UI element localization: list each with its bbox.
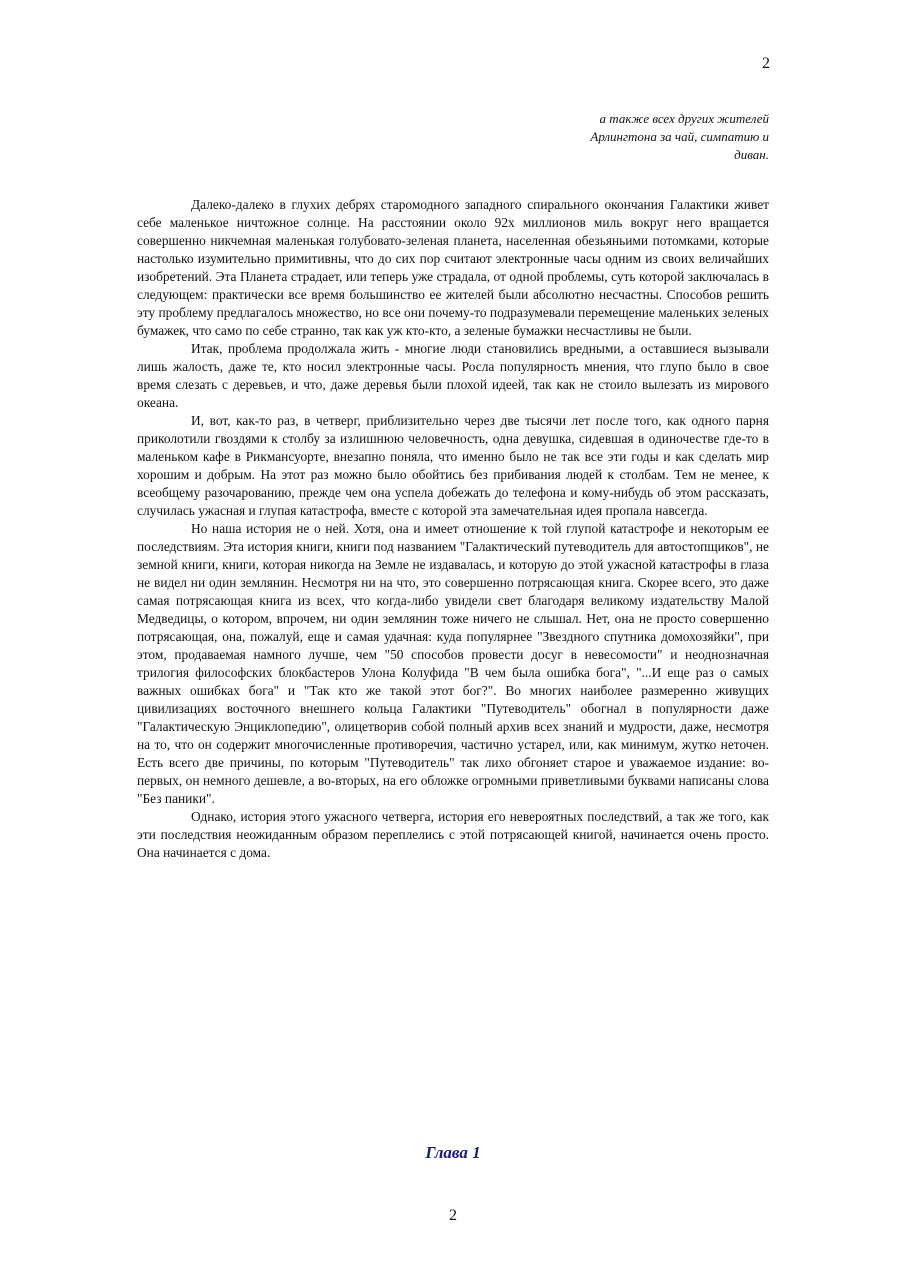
footer-page-number: 2 <box>449 1207 457 1224</box>
epigraph-line: диван. <box>734 147 769 162</box>
epigraph-line: а также всех других жителей <box>599 111 769 126</box>
epigraph-line: Арлингтона за чай, симпатию и <box>590 129 769 144</box>
header-page-number: 2 <box>762 55 770 72</box>
paragraph: Итак, проблема продолжала жить - многие люди становились вредными, а оставшиеся вызывали лишь жалость, даже те, кто носил электронные часы. Росла популярность мнения, что глупо было в свое время слезать с деревьев, и что, даже деревья были плохой идеей, так как не стоило вылезать из мирового океана. <box>137 341 769 410</box>
epigraph <box>469 110 769 164</box>
paragraph: Но наша история не о ней. Хотя, она и имеет отношение к той глупой катастрофе и некоторым ее последствиям. Эта история книги, книги под названием "Галактический путеводитель для автостопщиков", не земной книги, книги, которая никогда на Земле не издавалась, и которую до этой ужасной катастрофы в глаза не видел ни один землянин. Несмотря ни на что, это совершенно потрясающая книга. Скорее всего, это даже самая потрясающая книга из всех, что когда-либо увидели свет благодаря великому издательству Малой Медведицы, о котором, впрочем, ни один землянин тоже ничего не слышал. Нет, она не просто совершенно потрясающая, она, пожалуй, еще и самая удачная: куда популярнее "Звездного спутника домохозяйки", при этом, продаваемая намного лучше, чем "50 способов провести досуг в невесомости" и неоднозначная трилогия философских блокбастеров Улона Колуфида "В чем была ошибка бога", "...И еще раз о самых важных ошибках бога" и "Так кто же такой этот бог?". Во многих наиболее размеренно живущих цивилизациях восточного внешнего кольца Галактики "Путеводитель" обогнал в популярности даже "Галактическую Энциклопедию", олицетворив собой полный архив всех знаний и мудрости, даже, несмотря на то, что он содержит многочисленные противоречия, частично устарел, или, как минимум, жутко неточен. Есть всего две причины, по которым "Путеводитель" так лихо обгоняет старое и уважаемое издание: во-первых, он немного дешевле, а во-вторых, на его обложке огромными приветливыми буквами написаны слова "Без паники". <box>137 521 769 806</box>
paragraph: И, вот, как-то раз, в четверг, приблизительно через две тысячи лет после того, как одного парня приколотили гвоздями к столбу за излишнюю человечность, одна девушка, сидевшая в одиночестве где-то в маленьком кафе в Рикмансуорте, внезапно поняла, что именно было не так все эти годы и как сделать мир хорошим и добрым. На этот раз можно было обойтись без прибивания людей к столбам. Тем не менее, к всеобщему разочарованию, прежде чем она успела добежать до телефона и кому-нибудь об этом рассказать, случилась ужасная и глупая катастрофа, вместе с которой эта замечательная идея пропала навсегда. <box>137 413 769 518</box>
chapter-title: Глава 1 <box>425 1143 481 1162</box>
paragraph: Однако, история этого ужасного четверга, история его невероятных последствий, а так же того, как эти последствия неожиданным образом переплелись с этой потрясающей книгой, начинается очень просто. Она начинается с дома. <box>137 809 769 860</box>
paragraph: Далеко-далеко в глухих дебрях старомодного западного спирального окончания Галактики живет себе маленькое ничтожное солнце. На расстоянии около 92х миллионов миль вокруг него вращается совершенно никчемная маленькая голубовато-зеленая планета, населенная обезьяньими потомками, которые настолько изумительно примитивны, что до сих пор считают электронные часы одним из своих величайших изобретений. Эта Планета страдает, или теперь уже страдала, от одной проблемы, суть которой заключалась в следующем: практически все время большинство ее жителей были абсолютно несчастны. Способов решить эту проблему предлагалось множество, но все они почему-то подразумевали перемещение маленьких зеленых бумажек, что само по себе странно, так как уж кто-кто, а зеленые бумажки несчастливы не были. <box>137 197 769 338</box>
body-text <box>137 196 769 862</box>
